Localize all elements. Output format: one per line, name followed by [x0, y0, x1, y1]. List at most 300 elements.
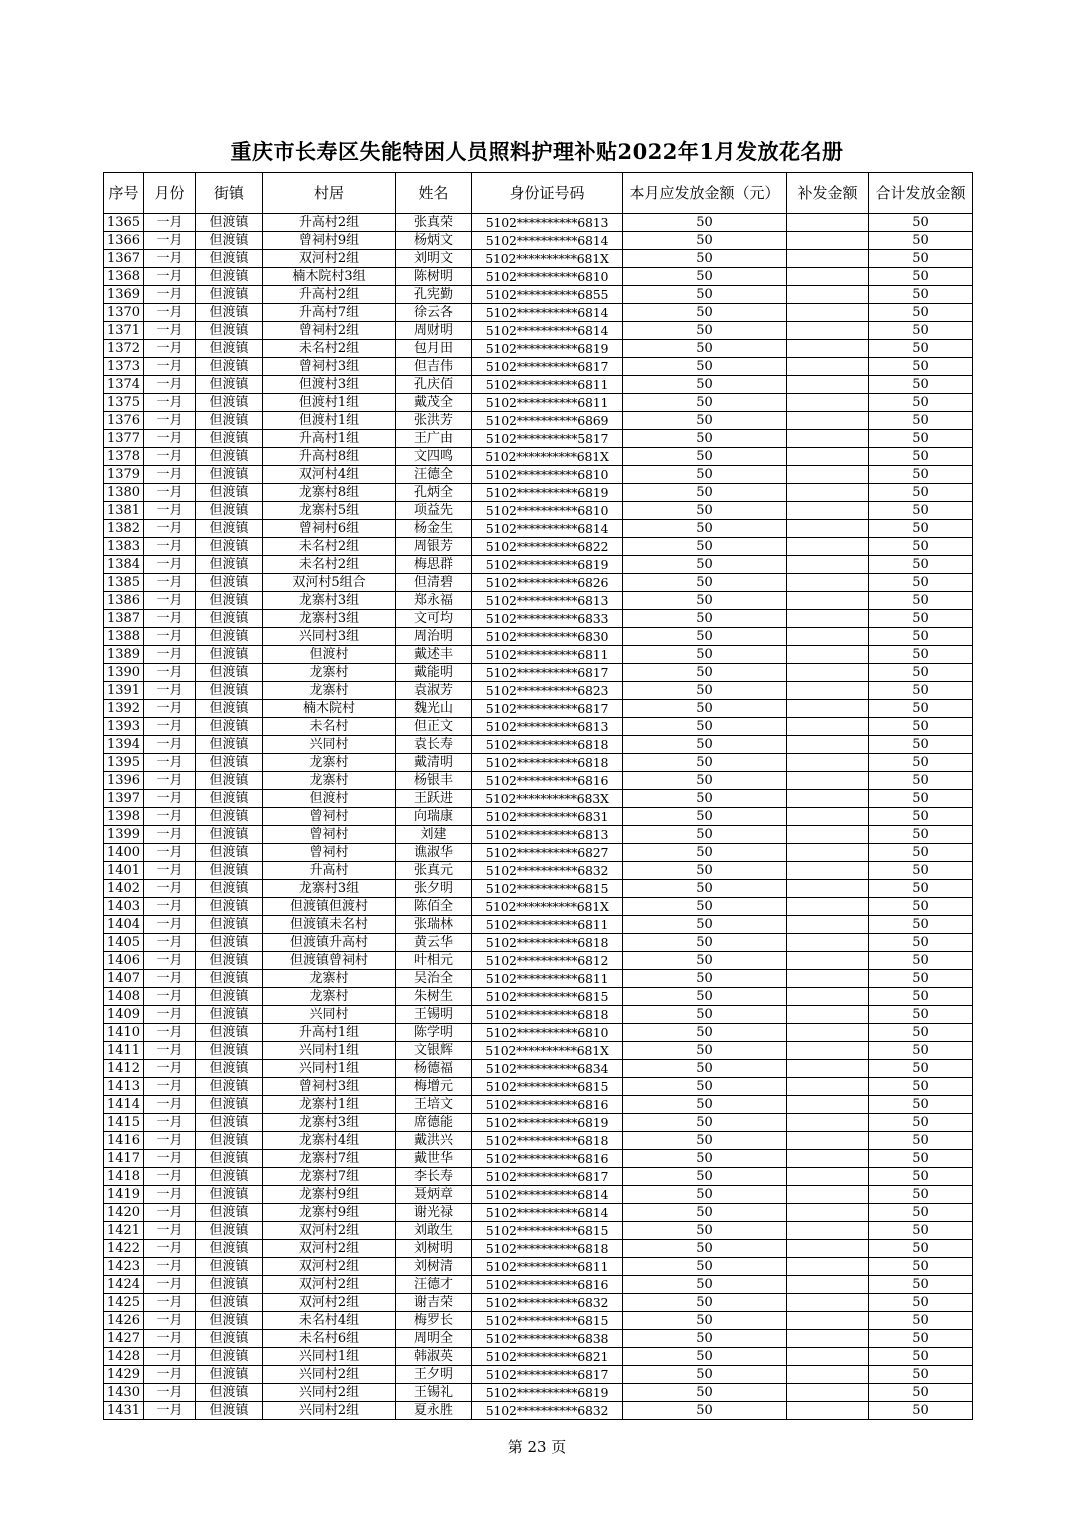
cell-village: 双河村5组合	[263, 574, 396, 592]
table-row	[104, 412, 973, 430]
cell-month: 一月	[144, 1204, 196, 1222]
cell-supplement	[787, 880, 869, 898]
cell-village: 龙寨村7组	[263, 1168, 396, 1186]
cell-name: 朱树生	[396, 988, 472, 1006]
cell-amount: 50	[623, 1366, 787, 1384]
page-title: 重庆市长寿区失能特困人员照料护理补贴2022年1月发放花名册	[230, 139, 844, 164]
cell-supplement	[787, 268, 869, 286]
cell-town: 但渡镇	[196, 412, 263, 430]
cell-month: 一月	[144, 214, 196, 232]
cell-total: 50	[869, 1078, 973, 1096]
cell-total: 50	[869, 1240, 973, 1258]
cell-amount: 50	[623, 808, 787, 826]
cell-seq: 1367	[104, 250, 144, 268]
cell-seq: 1413	[104, 1078, 144, 1096]
cell-id: 5102**********6817	[472, 1366, 623, 1384]
cell-id: 5102**********6815	[472, 880, 623, 898]
table-row	[104, 286, 973, 304]
cell-village: 曾祠村	[263, 844, 396, 862]
header-row	[104, 173, 973, 214]
cell-month: 一月	[144, 862, 196, 880]
cell-village: 曾祠村9组	[263, 232, 396, 250]
cell-name: 陈学明	[396, 1024, 472, 1042]
table-row	[104, 988, 973, 1006]
cell-seq: 1380	[104, 484, 144, 502]
cell-month: 一月	[144, 988, 196, 1006]
cell-town: 但渡镇	[196, 1114, 263, 1132]
cell-id: 5102**********6817	[472, 664, 623, 682]
cell-name: 刘建	[396, 826, 472, 844]
cell-month: 一月	[144, 700, 196, 718]
cell-amount: 50	[623, 1114, 787, 1132]
cell-village: 升高村8组	[263, 448, 396, 466]
table-row	[104, 1348, 973, 1366]
cell-village: 兴同村1组	[263, 1348, 396, 1366]
cell-village: 但渡镇升高村	[263, 934, 396, 952]
cell-town: 但渡镇	[196, 448, 263, 466]
cell-id: 5102**********6815	[472, 988, 623, 1006]
cell-id: 5102**********6814	[472, 1186, 623, 1204]
cell-village: 龙寨村5组	[263, 502, 396, 520]
cell-total: 50	[869, 268, 973, 286]
cell-village: 曾祠村2组	[263, 322, 396, 340]
cell-month: 一月	[144, 484, 196, 502]
table-row	[104, 1366, 973, 1384]
cell-supplement	[787, 898, 869, 916]
cell-village: 龙寨村7组	[263, 1150, 396, 1168]
cell-total: 50	[869, 790, 973, 808]
cell-id: 5102**********6818	[472, 1240, 623, 1258]
cell-town: 但渡镇	[196, 1096, 263, 1114]
cell-supplement	[787, 448, 869, 466]
cell-seq: 1410	[104, 1024, 144, 1042]
table-row	[104, 970, 973, 988]
cell-amount: 50	[623, 520, 787, 538]
cell-month: 一月	[144, 736, 196, 754]
cell-supplement	[787, 286, 869, 304]
cell-seq: 1403	[104, 898, 144, 916]
cell-amount: 50	[623, 754, 787, 772]
cell-supplement	[787, 322, 869, 340]
cell-town: 但渡镇	[196, 214, 263, 232]
cell-village: 龙寨村	[263, 682, 396, 700]
header-village: 村居	[263, 173, 396, 214]
cell-village: 双河村2组	[263, 1240, 396, 1258]
cell-month: 一月	[144, 898, 196, 916]
table-row	[104, 1096, 973, 1114]
cell-town: 但渡镇	[196, 1150, 263, 1168]
cell-seq: 1416	[104, 1132, 144, 1150]
cell-village: 双河村4组	[263, 466, 396, 484]
cell-seq: 1423	[104, 1258, 144, 1276]
cell-supplement	[787, 1042, 869, 1060]
cell-supplement	[787, 1276, 869, 1294]
cell-supplement	[787, 1186, 869, 1204]
cell-supplement	[787, 1204, 869, 1222]
cell-total: 50	[869, 1060, 973, 1078]
cell-id: 5102**********6818	[472, 934, 623, 952]
cell-supplement	[787, 844, 869, 862]
cell-month: 一月	[144, 916, 196, 934]
cell-month: 一月	[144, 322, 196, 340]
cell-total: 50	[869, 628, 973, 646]
cell-supplement	[787, 574, 869, 592]
cell-village: 龙寨村	[263, 664, 396, 682]
cell-name: 席德能	[396, 1114, 472, 1132]
cell-seq: 1422	[104, 1240, 144, 1258]
cell-town: 但渡镇	[196, 988, 263, 1006]
cell-amount: 50	[623, 376, 787, 394]
table-row	[104, 592, 973, 610]
cell-supplement	[787, 1312, 869, 1330]
cell-amount: 50	[623, 844, 787, 862]
table-row	[104, 1168, 973, 1186]
cell-village: 兴同村2组	[263, 1366, 396, 1384]
cell-town: 但渡镇	[196, 790, 263, 808]
header-supplement: 补发金额	[787, 173, 869, 214]
cell-id: 5102**********6838	[472, 1330, 623, 1348]
cell-total: 50	[869, 340, 973, 358]
cell-amount: 50	[623, 1348, 787, 1366]
cell-month: 一月	[144, 1258, 196, 1276]
cell-amount: 50	[623, 1258, 787, 1276]
cell-month: 一月	[144, 610, 196, 628]
cell-town: 但渡镇	[196, 250, 263, 268]
table-row	[104, 1060, 973, 1078]
cell-village: 但渡镇曾祠村	[263, 952, 396, 970]
cell-id: 5102**********6811	[472, 970, 623, 988]
cell-supplement	[787, 1330, 869, 1348]
cell-seq: 1405	[104, 934, 144, 952]
cell-id: 5102**********6815	[472, 1222, 623, 1240]
cell-village: 未名村2组	[263, 538, 396, 556]
cell-id: 5102**********681X	[472, 898, 623, 916]
cell-total: 50	[869, 1276, 973, 1294]
cell-town: 但渡镇	[196, 466, 263, 484]
cell-amount: 50	[623, 484, 787, 502]
cell-town: 但渡镇	[196, 1222, 263, 1240]
cell-village: 龙寨村3组	[263, 1114, 396, 1132]
cell-amount: 50	[623, 988, 787, 1006]
cell-total: 50	[869, 1348, 973, 1366]
cell-village: 龙寨村4组	[263, 1132, 396, 1150]
cell-village: 兴同村1组	[263, 1042, 396, 1060]
table-row	[104, 520, 973, 538]
cell-town: 但渡镇	[196, 1042, 263, 1060]
cell-name: 张真元	[396, 862, 472, 880]
cell-id: 5102**********6816	[472, 1276, 623, 1294]
cell-total: 50	[869, 1150, 973, 1168]
cell-seq: 1420	[104, 1204, 144, 1222]
table-row	[104, 1006, 973, 1024]
cell-amount: 50	[623, 358, 787, 376]
cell-amount: 50	[623, 952, 787, 970]
table-row	[104, 538, 973, 556]
cell-id: 5102**********6816	[472, 772, 623, 790]
cell-supplement	[787, 214, 869, 232]
cell-total: 50	[869, 1168, 973, 1186]
cell-supplement	[787, 700, 869, 718]
cell-id: 5102**********6819	[472, 1384, 623, 1402]
cell-village: 双河村2组	[263, 1276, 396, 1294]
cell-town: 但渡镇	[196, 1060, 263, 1078]
cell-id: 5102**********5817	[472, 430, 623, 448]
cell-amount: 50	[623, 700, 787, 718]
cell-town: 但渡镇	[196, 772, 263, 790]
cell-supplement	[787, 1024, 869, 1042]
roster-table	[103, 172, 973, 1420]
cell-id: 5102**********6813	[472, 718, 623, 736]
cell-id: 5102**********6831	[472, 808, 623, 826]
cell-amount: 50	[623, 1060, 787, 1078]
cell-seq: 1374	[104, 376, 144, 394]
table-row	[104, 628, 973, 646]
table-row	[104, 1114, 973, 1132]
cell-name: 陈佰全	[396, 898, 472, 916]
cell-supplement	[787, 1402, 869, 1420]
cell-seq: 1394	[104, 736, 144, 754]
cell-supplement	[787, 682, 869, 700]
cell-id: 5102**********6811	[472, 1258, 623, 1276]
cell-name: 梅思群	[396, 556, 472, 574]
cell-month: 一月	[144, 304, 196, 322]
cell-name: 张夕明	[396, 880, 472, 898]
cell-name: 戴洪兴	[396, 1132, 472, 1150]
cell-id: 5102**********6816	[472, 1096, 623, 1114]
table-row	[104, 430, 973, 448]
cell-town: 但渡镇	[196, 1204, 263, 1222]
cell-month: 一月	[144, 1222, 196, 1240]
cell-total: 50	[869, 466, 973, 484]
cell-name: 刘树明	[396, 1240, 472, 1258]
cell-supplement	[787, 250, 869, 268]
table-row	[104, 1024, 973, 1042]
table-row	[104, 952, 973, 970]
cell-seq: 1379	[104, 466, 144, 484]
cell-total: 50	[869, 952, 973, 970]
cell-supplement	[787, 340, 869, 358]
table-row	[104, 1276, 973, 1294]
table-row	[104, 1258, 973, 1276]
cell-supplement	[787, 412, 869, 430]
table-row	[104, 322, 973, 340]
cell-supplement	[787, 484, 869, 502]
cell-amount: 50	[623, 646, 787, 664]
cell-seq: 1371	[104, 322, 144, 340]
table-row	[104, 340, 973, 358]
cell-name: 王广由	[396, 430, 472, 448]
cell-seq: 1386	[104, 592, 144, 610]
cell-name: 戴能明	[396, 664, 472, 682]
cell-id: 5102**********6815	[472, 1312, 623, 1330]
cell-total: 50	[869, 448, 973, 466]
cell-supplement	[787, 1258, 869, 1276]
cell-seq: 1378	[104, 448, 144, 466]
cell-month: 一月	[144, 268, 196, 286]
cell-town: 但渡镇	[196, 1240, 263, 1258]
cell-total: 50	[869, 538, 973, 556]
cell-month: 一月	[144, 808, 196, 826]
cell-total: 50	[869, 934, 973, 952]
cell-name: 张真荣	[396, 214, 472, 232]
cell-total: 50	[869, 916, 973, 934]
cell-town: 但渡镇	[196, 1006, 263, 1024]
cell-id: 5102**********6814	[472, 304, 623, 322]
cell-id: 5102**********6855	[472, 286, 623, 304]
cell-amount: 50	[623, 1150, 787, 1168]
cell-month: 一月	[144, 1060, 196, 1078]
cell-seq: 1427	[104, 1330, 144, 1348]
cell-id: 5102**********6816	[472, 1150, 623, 1168]
cell-amount: 50	[623, 1168, 787, 1186]
cell-village: 龙寨村3组	[263, 592, 396, 610]
cell-total: 50	[869, 682, 973, 700]
cell-amount: 50	[623, 934, 787, 952]
cell-amount: 50	[623, 628, 787, 646]
cell-id: 5102**********6821	[472, 1348, 623, 1366]
cell-amount: 50	[623, 304, 787, 322]
table-row	[104, 808, 973, 826]
cell-supplement	[787, 1168, 869, 1186]
cell-amount: 50	[623, 214, 787, 232]
cell-amount: 50	[623, 1294, 787, 1312]
cell-amount: 50	[623, 466, 787, 484]
cell-id: 5102**********6822	[472, 538, 623, 556]
cell-name: 戴世华	[396, 1150, 472, 1168]
cell-total: 50	[869, 754, 973, 772]
cell-town: 但渡镇	[196, 358, 263, 376]
cell-total: 50	[869, 880, 973, 898]
cell-month: 一月	[144, 430, 196, 448]
cell-town: 但渡镇	[196, 1366, 263, 1384]
cell-town: 但渡镇	[196, 754, 263, 772]
cell-name: 王锡明	[396, 1006, 472, 1024]
cell-name: 刘明文	[396, 250, 472, 268]
cell-month: 一月	[144, 394, 196, 412]
cell-village: 升高村	[263, 862, 396, 880]
cell-name: 陈树明	[396, 268, 472, 286]
cell-amount: 50	[623, 250, 787, 268]
cell-supplement	[787, 664, 869, 682]
cell-village: 龙寨村9组	[263, 1186, 396, 1204]
cell-supplement	[787, 1384, 869, 1402]
cell-village: 未名村4组	[263, 1312, 396, 1330]
cell-village: 但渡村3组	[263, 376, 396, 394]
cell-id: 5102**********6815	[472, 1078, 623, 1096]
cell-month: 一月	[144, 574, 196, 592]
cell-total: 50	[869, 898, 973, 916]
cell-supplement	[787, 808, 869, 826]
cell-seq: 1387	[104, 610, 144, 628]
cell-town: 但渡镇	[196, 808, 263, 826]
cell-town: 但渡镇	[196, 646, 263, 664]
header-total: 合计发放金额	[869, 173, 973, 214]
cell-id: 5102**********6832	[472, 1402, 623, 1420]
cell-total: 50	[869, 1258, 973, 1276]
cell-name: 但清碧	[396, 574, 472, 592]
cell-name: 韩淑英	[396, 1348, 472, 1366]
cell-village: 龙寨村9组	[263, 1204, 396, 1222]
cell-month: 一月	[144, 412, 196, 430]
cell-name: 聂炳章	[396, 1186, 472, 1204]
header-name: 姓名	[396, 173, 472, 214]
cell-seq: 1431	[104, 1402, 144, 1420]
table-row	[104, 682, 973, 700]
cell-seq: 1417	[104, 1150, 144, 1168]
cell-total: 50	[869, 1186, 973, 1204]
cell-name: 吴治全	[396, 970, 472, 988]
cell-supplement	[787, 826, 869, 844]
header-id: 身份证号码	[472, 173, 623, 214]
cell-total: 50	[869, 214, 973, 232]
cell-name: 夏永胜	[396, 1402, 472, 1420]
cell-id: 5102**********6811	[472, 916, 623, 934]
header-town: 街镇	[196, 173, 263, 214]
cell-seq: 1409	[104, 1006, 144, 1024]
cell-village: 曾祠村3组	[263, 1078, 396, 1096]
cell-village: 未名村	[263, 718, 396, 736]
cell-amount: 50	[623, 1096, 787, 1114]
cell-name: 周明全	[396, 1330, 472, 1348]
cell-month: 一月	[144, 1186, 196, 1204]
cell-seq: 1401	[104, 862, 144, 880]
cell-month: 一月	[144, 340, 196, 358]
cell-seq: 1389	[104, 646, 144, 664]
cell-id: 5102**********6869	[472, 412, 623, 430]
cell-month: 一月	[144, 718, 196, 736]
cell-town: 但渡镇	[196, 1186, 263, 1204]
cell-amount: 50	[623, 1204, 787, 1222]
cell-amount: 50	[623, 1312, 787, 1330]
cell-seq: 1385	[104, 574, 144, 592]
cell-month: 一月	[144, 538, 196, 556]
cell-total: 50	[869, 988, 973, 1006]
cell-village: 但渡镇但渡村	[263, 898, 396, 916]
cell-amount: 50	[623, 538, 787, 556]
cell-village: 兴同村1组	[263, 1060, 396, 1078]
cell-id: 5102**********6814	[472, 1204, 623, 1222]
cell-month: 一月	[144, 664, 196, 682]
cell-month: 一月	[144, 826, 196, 844]
cell-id: 5102**********6818	[472, 736, 623, 754]
cell-village: 升高村1组	[263, 1024, 396, 1042]
cell-id: 5102**********6812	[472, 952, 623, 970]
table-row	[104, 772, 973, 790]
table-row	[104, 1384, 973, 1402]
cell-supplement	[787, 718, 869, 736]
cell-seq: 1396	[104, 772, 144, 790]
cell-id: 5102**********681X	[472, 448, 623, 466]
cell-town: 但渡镇	[196, 430, 263, 448]
cell-name: 孔炳全	[396, 484, 472, 502]
cell-seq: 1402	[104, 880, 144, 898]
cell-village: 未名村2组	[263, 340, 396, 358]
cell-id: 5102**********6819	[472, 340, 623, 358]
cell-total: 50	[869, 808, 973, 826]
cell-month: 一月	[144, 1078, 196, 1096]
cell-total: 50	[869, 862, 973, 880]
cell-supplement	[787, 1132, 869, 1150]
cell-supplement	[787, 538, 869, 556]
cell-name: 周治明	[396, 628, 472, 646]
cell-total: 50	[869, 412, 973, 430]
cell-id: 5102**********6817	[472, 1168, 623, 1186]
cell-name: 但吉伟	[396, 358, 472, 376]
cell-town: 但渡镇	[196, 376, 263, 394]
cell-seq: 1393	[104, 718, 144, 736]
cell-name: 袁淑芳	[396, 682, 472, 700]
cell-name: 王跃进	[396, 790, 472, 808]
